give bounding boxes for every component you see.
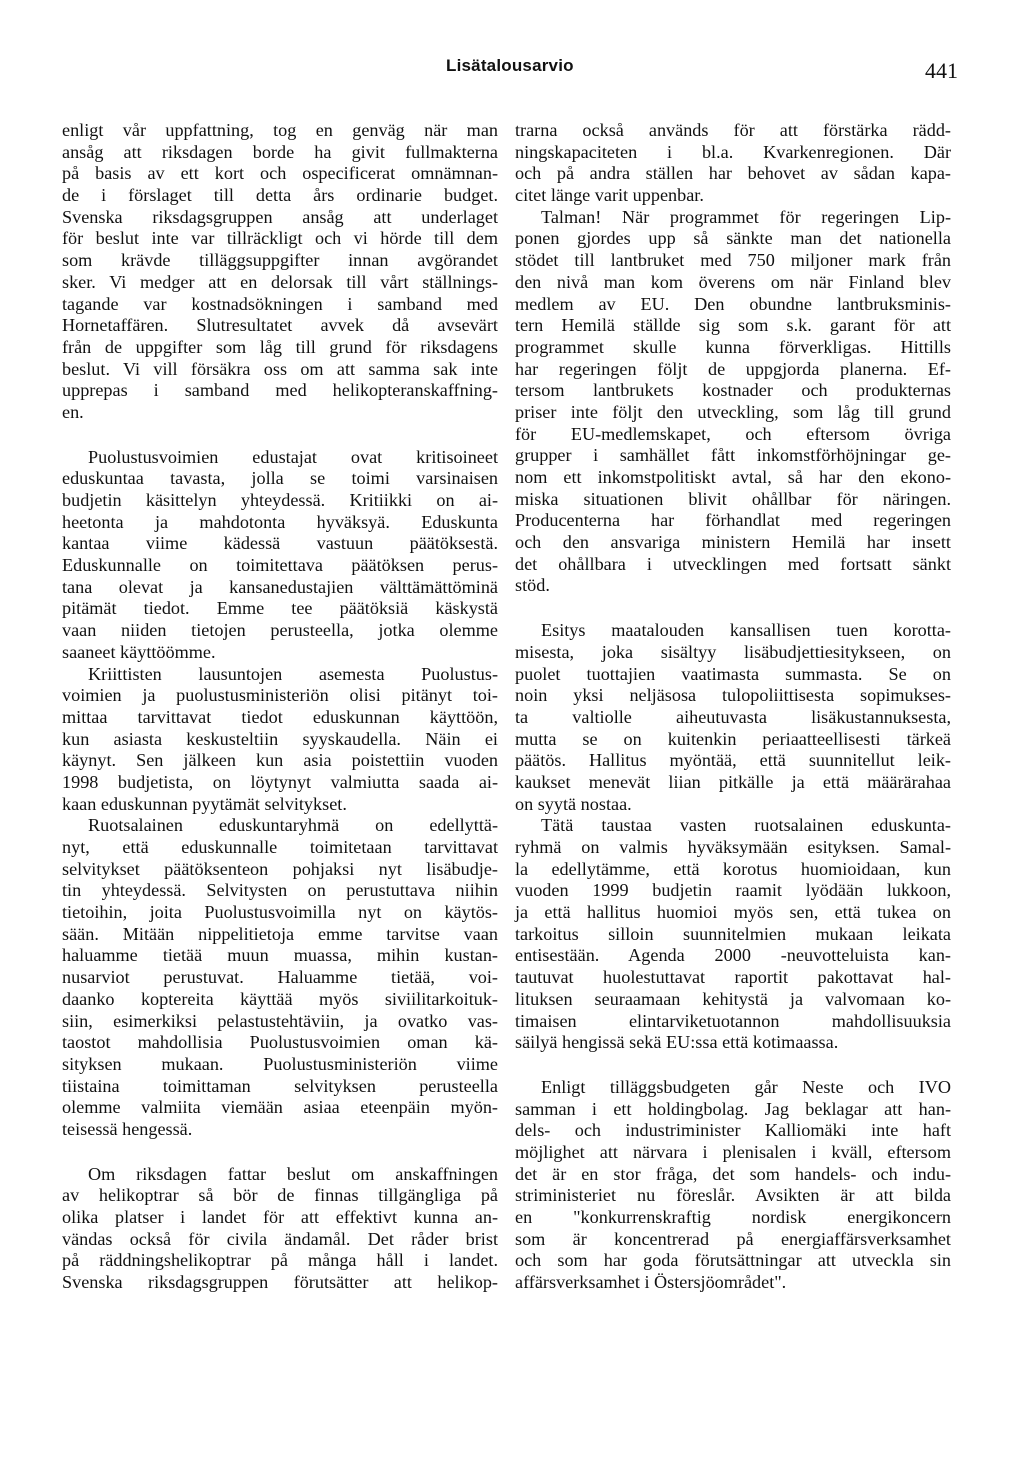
- text-line: tietoihin, joita Puolustusvoimilla nyt on käytös-: [62, 902, 498, 923]
- text-line: en.: [62, 401, 84, 422]
- text-line: lituksen seuraamaan kehitystä ja valvomaan ko-: [515, 988, 951, 1009]
- text-line: som är koncentrerad på energiaffärsverksamhet: [515, 1228, 951, 1249]
- text-line: selvitykset päätöksenteon pohjaksi nyt lisäbudje-: [62, 858, 498, 879]
- text-line: tersom lantbrukets kostnader och produkternas: [515, 380, 951, 401]
- text-line: Kriittisten lausuntojen asemesta Puolustus-: [88, 663, 498, 684]
- text-line: citet länge varit uppenbar.: [515, 185, 704, 206]
- text-line: timaisen elintarviketuotannon mahdollisuuksia: [515, 1010, 951, 1031]
- text-line: Puolustusvoimien edustajat ovat kritisoineet: [88, 446, 498, 467]
- text-line: haluamme tietää muun muassa, mihin kustan-: [62, 945, 498, 966]
- text-line: vaan niiden tietojen perusteella, jotka olemme: [62, 620, 498, 641]
- text-line: grupper i samhället fått inkomstförhöjningar ge-: [515, 445, 951, 466]
- paragraph-gap: [62, 424, 498, 447]
- text-line: som krävde tilläggsuppgifter innan avgörandet: [62, 250, 498, 271]
- text-line: och som har goda förutsättningar att utveckla sin: [515, 1250, 951, 1271]
- text-line: Eduskunnalle on toimitettava päätöksen perus-: [62, 555, 498, 576]
- text-line: tern Hemilä ställde sig som s.k. garant för att: [515, 315, 951, 336]
- text-line: olika platser i landet för att effektivt kunna an-: [62, 1207, 498, 1227]
- text-line: 1998 budjetista, on löytynyt valmiutta saada ai-: [62, 771, 498, 792]
- text-line: striministeriet nu föreslår. Avsikten är att bilda: [515, 1185, 951, 1206]
- text-line: kantaa viime kädessä vastuun päätöksestä.: [62, 533, 498, 554]
- right-text-column: [515, 120, 951, 1294]
- text-line: medlem av EU. Den obundne lantbruksminis-: [515, 293, 951, 314]
- text-line: tiistaina toimittaman selvityksen perusteella: [62, 1075, 498, 1096]
- text-line: vuoden 1999 budjetin raamit lyödään lukkoon,: [515, 880, 951, 901]
- text-line: la edellytämme, että korotus huomioidaan, kun: [515, 858, 951, 879]
- text-line: det ohållbara i utvecklingen med fortsatt sänkt: [515, 553, 951, 574]
- text-line: noin yksi neljäsosa tulopoliittisesta sopimukses-: [515, 685, 951, 706]
- text-line: ponen gjordes upp så sänkte man det nationella: [515, 228, 951, 249]
- text-line: tana olevat ja kansanedustajien välttämättöminä: [62, 576, 498, 597]
- text-line: priser inte följt den utveckling, som låg till grund: [515, 401, 951, 422]
- text-line: programmet skulle kunna förverkligas. Hittills: [515, 336, 951, 357]
- text-line: taostot mahdollisia Puolustusvoimien oman kä-: [62, 1032, 498, 1053]
- text-line: pitämät tiedot. Emme tee päätöksiä käskystä: [62, 598, 498, 619]
- text-line: sään. Mitään nippelitietoja emme tarvitse vaan: [62, 923, 498, 944]
- text-line: siin, esimerkiksi pelastustehtäviin, ja ovatko vas-: [62, 1010, 498, 1031]
- left-text-column: [62, 120, 498, 1294]
- text-line: Om riksdagen fattar beslut om anskaffningen: [88, 1163, 498, 1184]
- page-header: [0, 56, 1024, 96]
- text-line: vändas också för civila ändamål. Det råder brist: [62, 1228, 498, 1249]
- text-line: entisestään. Agenda 2000 -neuvotteluista kan-: [515, 945, 951, 966]
- text-line: trarna också används för att förstärka rädd-: [515, 120, 951, 140]
- text-line: kaan eduskunnan pyytämät selvitykset.: [62, 793, 347, 814]
- text-line: Producenterna har förhandlat med regeringen: [515, 510, 951, 531]
- text-line: stödet till lantbruket med 750 miljoner mark från: [515, 250, 951, 271]
- text-line: tin yhteydessä. Selvitysten on perustuttava niihin: [62, 880, 498, 901]
- text-line: tarkoitus silloin suunnitelmien mukaan leikata: [515, 923, 951, 944]
- text-line: nom ett inkomstpolitiskt avtal, så har den ekono-: [515, 467, 951, 487]
- text-line: nusarviot perustuvat. Haluamme tietää, voi-: [62, 967, 498, 988]
- text-line: och på andra ställen har behovet av sådan kapa-: [515, 163, 951, 184]
- text-line: har regeringen följt de uppgjorda planerna. Ef-: [515, 358, 951, 379]
- text-line: ja että hallitus huomioi myös sen, että tukea on: [515, 902, 951, 923]
- text-line: ningskapaciteten i bl.a. Kvarkenregionen. Där: [515, 141, 951, 162]
- text-line: för EU-medlemskapet, och eftersom övriga: [515, 423, 951, 444]
- text-line: beslut. Vi vill försäkra oss om att samma sak inte: [62, 358, 498, 379]
- text-line: käynyt. Sen jälkeen kun asia poistettiin vuoden: [62, 750, 498, 771]
- text-line: tagande var kostnadsökningen i samband med: [62, 293, 498, 314]
- paragraph-gap: [515, 1054, 951, 1077]
- text-line: saaneet käyttöömme.: [62, 641, 216, 662]
- text-line: päätös. Hallitus myöntää, että suunnitellut leik-: [515, 750, 951, 771]
- text-line: ta valtiolle aiheutuvasta lisäkustannuksesta,: [515, 706, 951, 727]
- text-line: ansåg att riksdagen borde ha givit fullmakterna: [62, 141, 498, 162]
- text-line: olemme valmiita viemään asiaa eteenpäin myön-: [62, 1097, 498, 1118]
- text-line: de i förslaget till detta års ordinarie budget.: [62, 185, 498, 206]
- text-line: sityksen mukaan. Puolustusministeriön viime: [62, 1053, 498, 1074]
- text-line: Ruotsalainen eduskuntaryhmä on edellyttä-: [88, 815, 498, 836]
- text-line: och den ansvariga ministern Hemilä har insett: [515, 532, 951, 553]
- text-line: enligt vår uppfattning, tog en genväg när man: [62, 120, 498, 140]
- text-line: kun asiasta keskusteltiin syyskaudella. Näin ei: [62, 728, 498, 749]
- text-line: Enligt tilläggsbudgeten går Neste och IVO: [541, 1076, 951, 1097]
- paragraph-gap: [62, 1141, 498, 1164]
- text-line: misesta, joka sisältyy lisäbudjettiesitykseen, on: [515, 641, 951, 662]
- text-line: eduskuntaa tavasta, jolla se toimi varsinaisen: [62, 468, 498, 489]
- text-line: säilyä hengissä sekä EU:ssa että kotimaassa.: [515, 1032, 839, 1053]
- text-line: samman i ett holdingbolag. Jag beklagar att han-: [515, 1098, 951, 1119]
- text-line: en "konkurrenskraftig nordisk energikoncern: [515, 1207, 951, 1227]
- text-line: Hornetaffären. Slutresultatet avvek då avsevärt: [62, 315, 498, 336]
- text-line: on syytä nostaa.: [515, 793, 632, 814]
- text-line: för beslut inte var tillräckligt och vi hörde till dem: [62, 228, 498, 249]
- text-line: daanko koptereita käyttää myös siviilitarkoituk-: [62, 988, 498, 1009]
- text-line: stöd.: [515, 575, 550, 596]
- text-line: mutta se on kuitenkin periaatteellisesti tärkeä: [515, 728, 951, 749]
- text-line: Esitys maatalouden kansallisen tuen korotta-: [541, 620, 951, 641]
- text-line: teisessä hengessä.: [62, 1118, 193, 1139]
- text-line: kaukset menevät liian pitkälle ja että määrärahaa: [515, 771, 951, 792]
- text-line: Svenska riksdagsgruppen ansåg att underlaget: [62, 206, 498, 227]
- text-line: nyt, että eduskunnalle toimitetaan tarvittavat: [62, 837, 498, 857]
- text-line: puolet tuottajien vaatimasta summasta. Se on: [515, 663, 951, 684]
- running-title: Lisätalousarvio: [446, 56, 574, 75]
- text-line: budjetin käsittelyn yhteydessä. Kritiikki on ai-: [62, 490, 498, 510]
- text-line: Tätä taustaa vasten ruotsalainen eduskunta-: [541, 815, 951, 836]
- text-line: affärsverksamhet i Östersjöområdet".: [515, 1272, 787, 1293]
- text-line: från de uppgifter som låg till grund för riksdagens: [62, 336, 498, 357]
- text-line: heetonta ja mahdotonta hyväksyä. Eduskunta: [62, 511, 498, 532]
- text-line: den nivå man kom överens om när Finland blev: [515, 271, 951, 292]
- page-number: 441: [925, 58, 958, 83]
- text-line: Svenska riksdagsgruppen förutsätter att helikop-: [62, 1272, 498, 1293]
- text-line: på räddningshelikoptrar på många håll i landet.: [62, 1250, 498, 1271]
- text-line: på basis av ett kort och ospecificerat omnämnan-: [62, 163, 498, 184]
- text-line: sker. Vi medger att en delorsak till vårt ställnings-: [62, 271, 498, 292]
- text-line: voimien ja puolustusministeriön olisi pitänyt toi-: [62, 685, 498, 706]
- paragraph-gap: [515, 597, 951, 620]
- text-line: tautuvat huolestuttavat raportit pakottavat hal-: [515, 967, 951, 988]
- text-line: möjlighet att närvara i plenisalen i kväll, eftersom: [515, 1141, 951, 1162]
- text-line: av helikoptrar så bör de finnas tillgängliga på: [62, 1185, 498, 1206]
- text-line: upprepas i samband med helikopteranskaffning-: [62, 380, 498, 401]
- text-line: ryhmä on valmis hyväksymään esityksen. Samal-: [515, 837, 951, 857]
- text-line: mittaa tarvittavat tiedot eduskunnan käyttöön,: [62, 706, 498, 727]
- text-line: miska situationen blivit ohållbar för näringen.: [515, 488, 951, 509]
- text-line: det är en stor fråga, det som handels- och indu-: [515, 1163, 951, 1184]
- text-line: Talman! När programmet för regeringen Lip-: [541, 206, 951, 227]
- text-line: dels- och industriminister Kalliomäki inte haft: [515, 1120, 951, 1141]
